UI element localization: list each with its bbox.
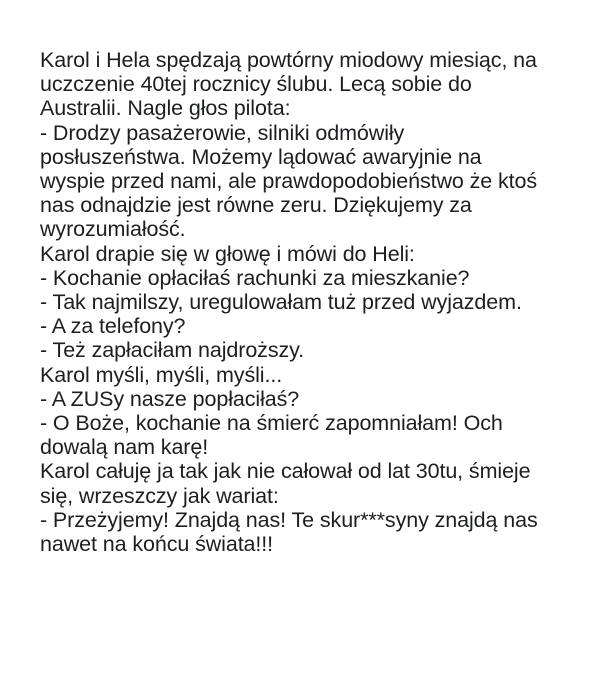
text-line: Karol i Hela spędzają powtórny miodowy miesiąc, na <box>40 48 537 72</box>
text-line: Karol całuję ja tak jak nie całował od lat 30tu, śmieje <box>40 459 531 484</box>
text-line: - A za telefony? <box>40 314 186 339</box>
text-line: nas odnajdzie jest równe zeru. Dziękujemy za <box>40 193 472 218</box>
text-line: się, wrzeszczy jak wariat: <box>40 483 279 508</box>
text-line: - Drodzy pasażerowie, silniki odmówiły <box>40 120 405 145</box>
text-line: - O Boże, kochanie na śmierć zapomniałam! Och <box>40 411 503 436</box>
text-line: - A ZUSy nasze popłaciłaś? <box>40 386 300 411</box>
text-line: Karol drapie się w głowę i mówi do Heli: <box>40 241 415 266</box>
text-line: wyrozumiałość. <box>40 217 186 242</box>
text-line: posłuszeństwa. Możemy lądować awaryjnie na <box>40 144 482 169</box>
text-line: - Tak najmilszy, uregulowałam tuż przed wyjazdem. <box>40 290 522 315</box>
text-line: - Kochanie opłaciłaś rachunki za mieszkanie? <box>40 265 470 290</box>
text-line: uczczenie 40tej rocznicy ślubu. Lecą sobie do <box>40 72 472 97</box>
text-line: dowalą nam karę! <box>40 435 209 460</box>
text-line: - Przeżyjemy! Znajdą nas! Te skur***syny znajdą nas <box>40 507 538 532</box>
text-line: Karol myśli, myśli, myśli... <box>40 362 283 387</box>
text-line: - Też zapłaciłam najdroższy. <box>40 338 305 363</box>
text-line: Australii. Nagle głos pilota: <box>40 96 291 121</box>
joke-text <box>40 48 580 556</box>
text-line: wyspie przed nami, ale prawdopodobieństwo że ktoś <box>40 169 538 194</box>
text-line: nawet na końcu świata!!! <box>40 532 274 557</box>
